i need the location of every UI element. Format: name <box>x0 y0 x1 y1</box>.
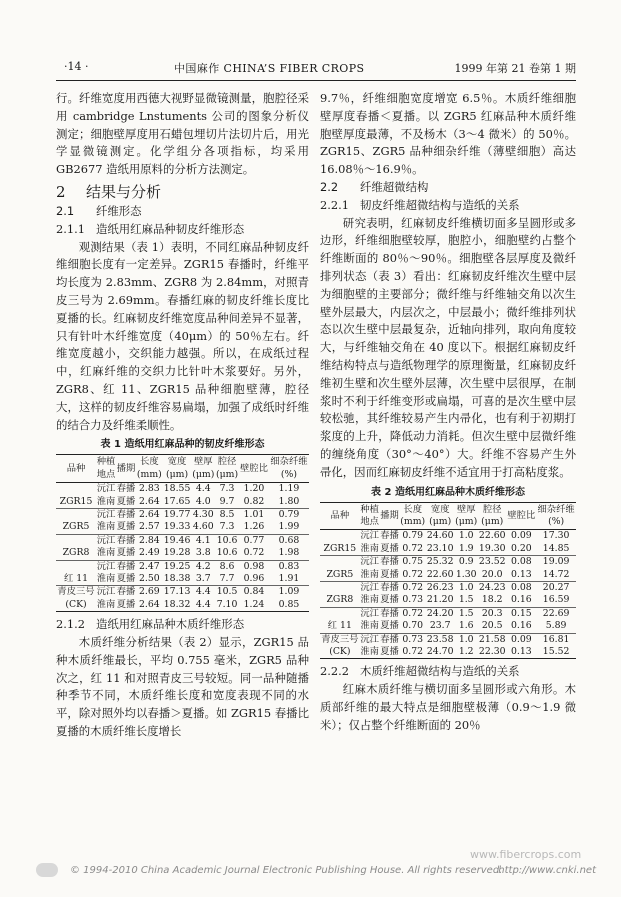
table-row <box>56 483 309 496</box>
table-cell <box>56 508 96 521</box>
table-cell: ZGR5 <box>326 568 354 580</box>
table-cell: 沅江 <box>96 483 116 495</box>
table-cell: 19.46 <box>163 534 191 546</box>
table-cell: 2.50 <box>139 573 160 584</box>
section-number: 2.1.2 <box>56 617 85 632</box>
table-cell: 19.25 <box>163 560 191 572</box>
table-cell: 0.15 <box>506 607 536 620</box>
heading-2-2-2 <box>320 663 576 681</box>
section-number: 2.2.2 <box>320 664 349 679</box>
table-cell: 10.5 <box>216 586 238 598</box>
table-cell: 淮南 <box>96 547 116 559</box>
table-cell: 0.70 <box>402 620 424 632</box>
section-title: 造纸用红麻品种韧皮纤维形态 <box>96 221 245 236</box>
table-row <box>56 573 309 586</box>
section-title: 结果与分析 <box>86 182 162 201</box>
table-cell: 夏播 <box>380 594 399 606</box>
table-cell: 0.72 <box>243 547 265 559</box>
table-cell: 1.26 <box>243 521 265 533</box>
table-cell: 0.09 <box>510 530 532 542</box>
table-cell: 23.58 <box>426 633 454 645</box>
heading-2-1 <box>56 203 309 221</box>
table-cell: 1.99 <box>278 521 300 533</box>
table-cell: 7.3 <box>219 483 235 495</box>
table-cell: 1.5 <box>454 607 478 620</box>
table-2 <box>320 502 576 660</box>
table-cell: 3.8 <box>195 547 211 559</box>
table-cell: 红 11 <box>327 620 352 632</box>
cnki-logo-icon <box>36 863 58 877</box>
continued-paragraph: 9.7％，纤维细胞宽度增宽 6.5％。木质纤维细胞壁厚度春播＜夏播。以 ZGR5 红麻品种木质纤维胞壁厚度最薄，不及杨木（3～4 微米）的 50％。ZGR15、ZGR5 品种细杂纤维（薄壁细胞）高达 16.08％～16.9％。 <box>320 91 576 177</box>
table-cell: 青皮三号 <box>57 586 95 598</box>
table-cell: 3.7 <box>195 573 211 584</box>
table-row <box>320 633 576 646</box>
table-cell: 22.30 <box>478 646 506 657</box>
paragraph-2-2-2: 红麻木质纤维与横切面多呈圆形或六角形。木质部纤维的最大特点是细胞壁极薄（0.9～1.9 微米）；仅占整个纤维断面的 20％ <box>320 682 576 732</box>
table-cell: 夏播 <box>380 646 399 657</box>
table-cell: 5.89 <box>545 620 567 632</box>
table-cell: 10.6 <box>216 547 238 559</box>
table-cell <box>56 534 96 547</box>
table-cell: 2.57 <box>139 521 160 533</box>
table-cell: 20.5 <box>481 620 503 632</box>
table-cell: 20.0 <box>481 568 503 580</box>
table-cell <box>56 483 96 496</box>
paragraph-2-2-1: 研究表明，红麻韧皮纤维横切面多呈圆形或多边形，纤维细胞壁较厚，胞腔小，细胞壁约占整个纤维断面的 80％～90％。细胞壁各层厚度及微纤排列状态（表 3）看出：红麻韧皮纤维次生壁中层为细胞壁的主要部分；微纤维与纤维轴交角以次生壁外层最大，内层次之，中层最小；微纤维排列状态以次生壁中层最复杂，近轴向排列，取向角度较大，与纤维轴交角在 40 度以下。根据红麻韧皮纤维结构特点与造纸物理学的原理衡量，红麻韧皮纤维初生壁和次生壁外层薄，次生壁中层很厚，在制浆时不利于纤维变形或扁塌，可喜的是次生壁中层较松驰，其纤维较易产生内帚化，也有利于初期打浆度的上升，降低动力消耗。但次生壁中层微纤维的缠绕角度（30°～40°）大。纤维不容易产生外帚化，因而红麻韧皮纤维不适宜用于打高粘度浆。 <box>320 215 576 479</box>
table-cell: 0.09 <box>506 633 536 646</box>
table-cell: 4.30 <box>192 508 214 520</box>
table-cell: 24.70 <box>426 646 454 657</box>
table-cell: 2.84 <box>136 534 163 547</box>
table-cell: 春播 <box>380 607 399 619</box>
table-cell: 春播 <box>116 586 136 598</box>
table-cell: 1.01 <box>239 508 269 521</box>
table-cell: 4.4 <box>195 598 211 610</box>
table-cell: 1.98 <box>278 547 300 559</box>
table-cell: 1.19 <box>278 483 300 495</box>
table-row <box>320 530 576 543</box>
section-heading-results <box>56 182 309 203</box>
table-cell: 0.9 <box>454 556 478 569</box>
table-cell: ZGR8 <box>62 547 90 559</box>
table1-caption: 表 1 造纸用红麻品种的韧皮纤维形态 <box>100 439 265 451</box>
table2-caption: 表 2 造纸用红麻品种木质纤维形态 <box>371 486 525 498</box>
table-cell: ZGR15 <box>323 542 357 554</box>
table-cell: 18.2 <box>481 594 503 606</box>
column-header: 品种 <box>320 502 360 530</box>
table-cell: 1.0 <box>454 633 478 646</box>
table-row <box>320 543 576 556</box>
table-cell: 22.60 <box>426 568 454 580</box>
table-row <box>56 521 309 534</box>
table-cell: 8.5 <box>215 508 239 521</box>
table-cell: 24.20 <box>426 607 454 619</box>
table-cell: 0.83 <box>269 560 309 573</box>
column-header: 长度 (mm) <box>136 455 163 483</box>
column-header: 品种 <box>56 455 96 483</box>
table-cell: 18.32 <box>163 598 191 610</box>
table-1 <box>56 454 309 612</box>
table-cell: 0.20 <box>510 542 532 554</box>
table-cell: 夏播 <box>116 521 136 533</box>
table-cell: 淮南 <box>360 620 379 632</box>
table-cell: 21.20 <box>426 594 454 606</box>
table-cell: 14.85 <box>542 542 570 554</box>
table-cell: 0.98 <box>239 560 269 573</box>
column-header: 宽度 (μm) <box>163 455 192 483</box>
section-title: 纤维形态 <box>96 203 142 218</box>
table-header-row <box>56 455 309 483</box>
table-cell: 2.69 <box>136 586 163 599</box>
table-cell: 2.64 <box>136 508 163 521</box>
table-cell: 0.13 <box>510 568 532 580</box>
table-cell: 春播 <box>116 534 136 546</box>
column-header: 播期 <box>116 455 136 483</box>
paragraph-2-1-2: 木质纤维分析结果（表 2）显示，ZGR15 品种木质纤维最长，平均 0.755 毫米，ZGR5 品种次之，红 11 和对照青皮三号较短。同一品种随播种季节不同，木质纤维长度和宽度表现不同的水平，除对照外均以春播＞夏播。如 ZGR15 春播比夏播的木质纤维长度增长 <box>56 635 309 738</box>
paragraph-2-1-1: 观测结果（表 1）表明，不同红麻品种韧皮纤维细胞长度有一定差异。ZGR15 春播时，纤维平均长度为 2.83mm、ZGR8 为 2.84mm，对照青皮三号为 2.69mm。春播红麻的韧皮纤维长度比夏播的长。红麻韧皮纤维宽度品种间差异不显著，只有针叶木纤维宽度（40μm）的 50％左右。纤维宽度越小，交织能力越强。所以，在成纸过程中，红麻纤维的交织力比针叶木浆要好。另外，ZGR8、红 11、ZGR15 品种细胞壁薄，腔径大，这样的韧皮纤维容易扁塌，加强了成纸时纤维的结合力及纤维柔顺性。 <box>56 239 309 432</box>
table-cell: 沅江 <box>96 560 116 572</box>
table-cell: 26.23 <box>426 581 454 593</box>
section-title: 木质纤维超微结构与造纸的关系 <box>360 664 520 679</box>
table-cell: 夏播 <box>116 495 136 507</box>
table-cell: 1.0 <box>454 581 478 594</box>
table-cell: 18.55 <box>163 483 191 495</box>
table-cell: 4.60 <box>192 521 214 533</box>
cnki-link[interactable]: http://www.cnki.net <box>498 865 596 876</box>
table-cell: 淮南 <box>96 598 116 610</box>
table-row <box>320 556 576 569</box>
table-cell: 沅江 <box>96 534 116 546</box>
table-cell: 沅江 <box>360 556 379 568</box>
table-row <box>56 534 309 547</box>
table-cell: 春播 <box>380 581 399 593</box>
table-cell: 0.16 <box>510 620 532 632</box>
table-cell: 0.85 <box>278 598 300 610</box>
table-row <box>320 646 576 659</box>
table-cell: 淮南 <box>360 594 379 606</box>
table-cell: 淮南 <box>360 542 379 554</box>
heading-2-1-1 <box>56 221 309 239</box>
table-cell: ZGR5 <box>62 521 90 533</box>
table-cell: 沅江 <box>96 586 116 598</box>
table-cell: 21.58 <box>478 633 506 645</box>
column-header: 壁厚 (μm) <box>191 455 215 483</box>
table-cell: 0.16 <box>510 594 532 606</box>
column-header: 细杂纤维 (%) <box>536 502 576 530</box>
table-cell: 0.08 <box>506 581 536 594</box>
table-cell: 0.79 <box>269 508 309 521</box>
table-cell: 2.64 <box>139 495 160 507</box>
table-cell: 淮南 <box>96 495 116 507</box>
table-cell: 19.30 <box>478 542 506 554</box>
table-cell: 淮南 <box>360 646 379 657</box>
table-cell: ZGR8 <box>326 594 354 606</box>
section-number: 2.2.1 <box>320 197 349 212</box>
right-column <box>320 90 576 735</box>
table-cell: 4.0 <box>195 495 211 507</box>
column-header: 壁腔比 <box>506 502 536 530</box>
table-row <box>320 594 576 607</box>
table-cell: 1.20 <box>243 483 265 495</box>
column-header: 腔径 (μm) <box>215 455 239 483</box>
page-number: ·14 · <box>64 60 89 73</box>
table-cell <box>320 581 360 594</box>
column-header: 宽度 (μm) <box>426 502 454 530</box>
issue-info: 1999 年第 21 卷第 1 期 <box>454 62 576 75</box>
table-row <box>56 496 309 509</box>
table-cell: 1.2 <box>458 646 474 657</box>
table-cell: 夏播 <box>116 598 136 610</box>
table-cell: 1.30 <box>455 568 477 580</box>
section-title: 韧皮纤维超微结构与造纸的关系 <box>360 197 520 212</box>
table-cell: 24.60 <box>426 530 454 542</box>
table-cell: 1.5 <box>458 594 474 606</box>
table-cell <box>320 530 360 543</box>
table-cell: 4.4 <box>191 586 215 599</box>
table-cell: 淮南 <box>96 521 116 533</box>
table-row <box>320 569 576 582</box>
table-cell: 沅江 <box>360 633 379 645</box>
column-header: 种植 地点 <box>360 502 380 530</box>
table-cell: 4.2 <box>191 560 215 573</box>
table-cell: 春播 <box>116 508 136 520</box>
table-cell: 20.27 <box>536 581 576 594</box>
column-header: 播期 <box>380 502 400 530</box>
intro-paragraph: 行。纤维宽度用西德大视野显微镜测量，胞腔径采用 cambridge Lnstuments 公司的图象分析仪测定；细胞壁厚度用石蜡包埋切片法切片后，用光学显微镜测定。化学组分各项指标，均采用 GB2677 造纸用原料的分析方法测定。 <box>56 91 309 177</box>
copyright-text: © 1994-2010 China Academic Journal Electronic Publishing House. All rights reserved. <box>70 865 503 876</box>
section-title: 造纸用红麻品种木质纤维形态 <box>96 617 245 632</box>
table-cell: 14.72 <box>542 568 570 580</box>
table-cell: 10.6 <box>216 534 238 546</box>
table-cell: 0.84 <box>239 586 269 599</box>
table-cell: 夏播 <box>380 620 399 632</box>
table-cell: 0.75 <box>399 556 426 569</box>
table-cell: 沅江 <box>96 508 116 520</box>
table-cell: 7.7 <box>219 573 235 584</box>
table-cell: 22.60 <box>478 530 506 542</box>
table-cell: 0.08 <box>506 556 536 569</box>
table-cell: 19.28 <box>163 547 191 559</box>
table-cell: 1.0 <box>458 530 474 542</box>
table-cell: 19.77 <box>163 508 191 520</box>
table-cell: 0.72 <box>402 646 424 657</box>
table-row <box>320 581 576 594</box>
table-cell: 22.69 <box>536 607 576 620</box>
table-cell: 2.49 <box>139 547 160 559</box>
table-cell: 25.32 <box>426 556 454 568</box>
table-cell: 春播 <box>380 530 399 542</box>
table-cell: 0.72 <box>399 581 426 594</box>
table-cell: 7.3 <box>219 521 235 533</box>
table-cell <box>320 607 360 620</box>
table-cell: 24.23 <box>478 581 506 593</box>
table-cell: 1.6 <box>458 620 474 632</box>
table-cell: (CK) <box>329 646 351 657</box>
table-cell: 1.80 <box>278 495 300 507</box>
table-cell: 17.65 <box>163 495 191 507</box>
table-cell: 0.72 <box>399 607 426 620</box>
table-cell: 夏播 <box>380 568 399 580</box>
table-cell: 0.73 <box>402 594 424 606</box>
heading-2-2 <box>320 179 576 197</box>
table-cell: 23.7 <box>429 620 451 632</box>
table-cell: 0.72 <box>402 542 424 554</box>
table-cell: 沅江 <box>360 530 379 542</box>
table-cell: 春播 <box>380 556 399 568</box>
table-cell: 青皮三号 <box>321 633 359 645</box>
table-cell: 淮南 <box>96 573 116 584</box>
table-cell: 23.10 <box>426 542 454 554</box>
table-cell: 17.30 <box>542 530 570 542</box>
section-number: 2.2 <box>320 179 339 194</box>
table-cell: 春播 <box>380 633 399 645</box>
table-cell <box>320 556 360 569</box>
table-row <box>320 607 576 620</box>
table-cell: 18.38 <box>163 573 191 584</box>
table-row <box>56 599 309 612</box>
table-cell: 0.13 <box>510 646 532 657</box>
table-row <box>56 560 309 573</box>
table-cell: 1.9 <box>458 542 474 554</box>
table-cell: 0.68 <box>269 534 309 547</box>
table-cell: 17.13 <box>163 586 191 598</box>
table-cell: 4.1 <box>191 534 215 547</box>
table-cell: 0.73 <box>399 633 426 646</box>
section-number: 2.1 <box>56 203 75 218</box>
table-row <box>56 508 309 521</box>
table-cell: 2.64 <box>139 598 160 610</box>
table-cell: (CK) <box>65 598 87 610</box>
table-cell: 0.79 <box>402 530 424 542</box>
section-number: 2 <box>56 182 66 201</box>
column-header: 长度 (mm) <box>399 502 426 530</box>
table-cell: 沅江 <box>360 581 379 593</box>
table-cell: 1.91 <box>278 573 300 584</box>
table-cell: 20.3 <box>478 607 506 620</box>
table-cell: 1.24 <box>243 598 265 610</box>
table-cell: 春播 <box>116 560 136 572</box>
table-cell: 淮南 <box>360 568 379 580</box>
table-cell: 7.10 <box>216 598 238 610</box>
table-cell: 23.52 <box>478 556 506 568</box>
table-row <box>56 586 309 599</box>
column-header: 壁腔比 <box>239 455 269 483</box>
page-header <box>56 60 576 76</box>
table-cell: 夏播 <box>380 542 399 554</box>
table-cell: 8.6 <box>215 560 239 573</box>
table-cell: 0.96 <box>243 573 265 584</box>
table-cell: 16.59 <box>542 594 570 606</box>
section-title: 纤维超微结构 <box>360 179 429 194</box>
table-cell: 红 11 <box>63 573 89 584</box>
journal-name: 中国麻作 CHINA’S FIBER CROPS <box>174 62 365 75</box>
heading-2-1-2 <box>56 616 309 634</box>
table-cell: 19.09 <box>536 556 576 569</box>
header-rule <box>56 80 576 81</box>
left-column <box>56 90 309 741</box>
column-header: 壁厚 (μm) <box>454 502 478 530</box>
table-cell: 夏播 <box>116 547 136 559</box>
table-cell: 15.52 <box>542 646 570 657</box>
table-cell: 4.4 <box>195 483 211 495</box>
table-cell: 2.83 <box>139 483 160 495</box>
table-cell: 0.77 <box>239 534 269 547</box>
table-cell: 16.81 <box>536 633 576 646</box>
table-row <box>320 620 576 633</box>
table-cell: 0.82 <box>243 495 265 507</box>
column-header: 腔径 (μm) <box>478 502 506 530</box>
table-cell: 春播 <box>116 483 136 495</box>
table-cell: 1.09 <box>269 586 309 599</box>
watermark-site: www.fibercrops.com <box>470 848 582 861</box>
table-cell: 9.7 <box>219 495 235 507</box>
table-cell <box>56 560 96 573</box>
table-cell: 0.72 <box>402 568 424 580</box>
table-row <box>56 547 309 560</box>
table-header-row <box>320 502 576 530</box>
table-cell: ZGR15 <box>59 495 93 507</box>
table-cell: 沅江 <box>360 607 379 619</box>
section-number: 2.1.1 <box>56 221 85 236</box>
table-cell: 夏播 <box>116 573 136 584</box>
heading-2-2-1 <box>320 197 576 215</box>
column-header: 种植 地点 <box>96 455 116 483</box>
column-header: 细杂纤维 (%) <box>269 455 309 483</box>
table-cell: 2.47 <box>136 560 163 573</box>
table-cell: 19.33 <box>163 521 191 533</box>
